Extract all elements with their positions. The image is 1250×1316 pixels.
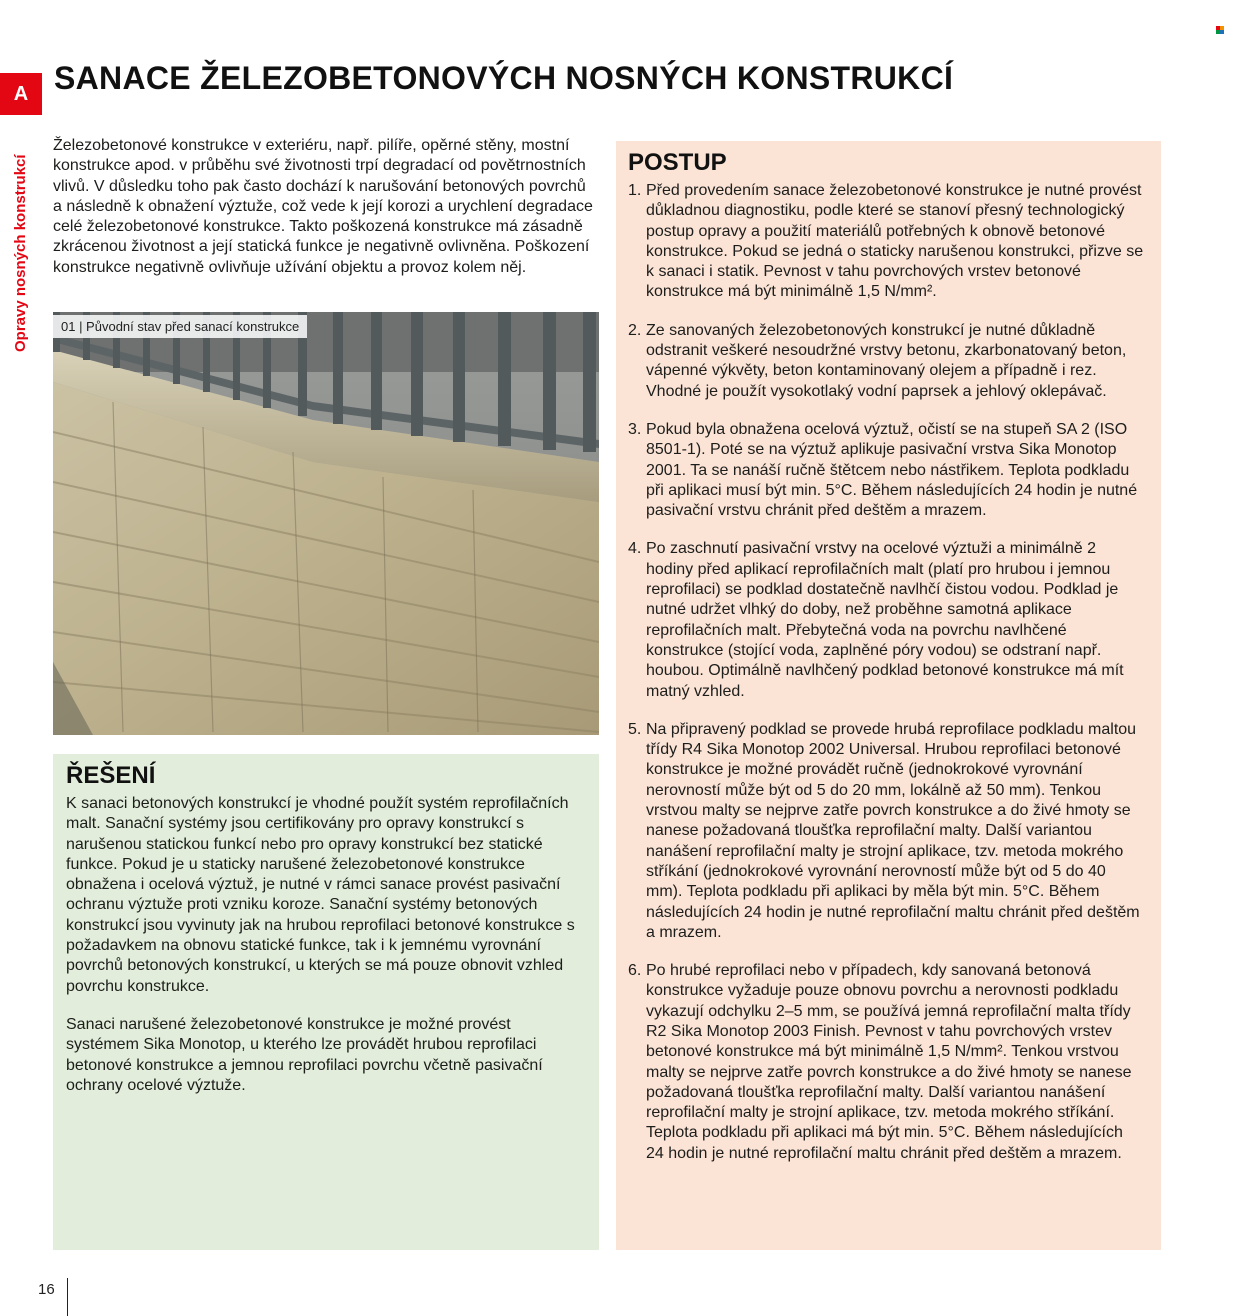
solution-heading: ŘEŠENÍ (66, 762, 156, 789)
step-text: Na připravený podklad se provede hrubá reprofilace podkladu maltou třídy R4 Sika Monotop 2002 Universal. Hrubou reprofilaci betonové konstrukce je možné provádět ručně (jednokrokové vyrovnání nerovností může být od 5 do 20 mm, lokálně až 50 mm). Tenkou vrstvou malty se nejprve zatře povrch konstrukce a do živé hmoty se nanese požadovaná tloušťka reprofilační malty. Další variantou nanášení reprofilační malty je strojní aplikace, tzv. metoda mokrého stříkání (jednokrokové vyrovnání nerovností může být od 5 do 40 mm). Teplota podkladu při aplikaci by měla být min. 5°C. Během následujících 24 hodin je nutné reprofilační maltu chránit před deštěm a mrazem. (646, 720, 1140, 941)
procedure-step (628, 539, 1145, 701)
step-text: Ze sanovaných železobetonových konstrukcí je nutné důkladně odstranit veškeré nesoudržné vrstvy betonu, zkarbonatovaný beton, vápenné výkvěty, beton kontaminovaný olejem a případně i rez. Vhodné je použít vysokotlaký vodní paprsek a jehlový oklepávač. (646, 321, 1127, 400)
step-number: 6. (628, 962, 642, 980)
step-number: 4. (628, 540, 642, 558)
step-number: 1. (628, 182, 642, 199)
step-text: Po hrubé reprofilaci nebo v případech, kdy sanovaná betonová konstrukce vyžaduje pouze obnovu povrchu a nerovnosti podkladu vykazují odchylku 2–5 mm, se používá jemná reprofilační malta třídy R2 Sika Monotop 2003 Finish. Pevnost v tahu povrchových vrstev betonové konstrukce má být minimálně 1,5 N/mm². Tenkou vrstvou malty se nejprve zatře povrch konstrukce a do živé hmoty se nanese požadovaná tloušťka reprofilační malty. Další variantou nanášení reprofilační malty je strojní aplikace, tzv. metoda mokrého stříkání. Teplota podkladu při aplikaci má být min. 5°C. Během následujících 24 hodin je nutné reprofilační maltu chránit před deštěm a mrazem. (646, 962, 1132, 1162)
step-text: Pokud byla obnažena ocelová výztuž, očistí se na stupeň SA 2 (ISO 8501-1). Poté se na výztuž aplikuje pasivační vrstva Sika Monotop 2001. Ta se nanáší ručně štětcem nebo nástřikem. Teplota podkladu při aplikaci musí být min. 5°C. Během následujících 24 hodin je nutné pasivační vrstvu chránit před deštěm a mrazem. (646, 420, 1138, 520)
solution-paragraph: K sanaci betonových konstrukcí je vhodné použít systém reprofilačních malt. Sanační systémy jsou certifikovány pro opravy konstrukcí s narušenou statickou funkcí nebo pro opravy konstrukcí bez statické funkce. Pokud je u staticky narušené železobetonové konstrukce obnažena i ocelová výztuž, je nutné v rámci sanace provést pasivační ochranu výztuže proti vzniku koroze. Sanační systémy betonových konstrukcí jsou vyvinuty jak na hrubou reprofilaci betonové konstrukce s požadavkem na obnovu statické funkce, tak i k jemnému vyrovnání povrchů betonových konstrukcí, u kterých se má pouze obnovit vzhled povrchu konstrukce. (66, 795, 575, 995)
step-number: 5. (628, 720, 642, 738)
procedure-step (628, 181, 1145, 303)
procedure-step (628, 321, 1145, 402)
intro-paragraph: Železobetonové konstrukce v exteriéru, např. pilíře, opěrné stěny, mostní konstrukce apod. v průběhu své životnosti trpí degradací od povětrnostních vlivů. V důsledku toho pak často dochází k narušování betonových povrchů a následně k obnažení výztuže, což vede k její korozi a urychlení degradace celé železobetonové konstrukce. Takto poškozená konstrukce má zásadně zkrácenou životnost a její statická funkce je negativně ovlivněna. Poškození konstrukce negativně ovlivňuje užívání objektu a provoz kolem něj. (53, 137, 593, 276)
step-text: Po zaschnutí pasivační vrstvy na ocelové výztuži a minimálně 2 hodiny před aplikací reprofilačních malt (platí pro hrubou i jemnou reprofilaci) se podklad dostatečně navlhčí čistou vodou. Podklad je nutné udržet vlhký do doby, než proběhne samotná aplikace reprofilačních malt. Přebytečná voda na povrchu navlhčené konstrukce (stojící voda, zaplněné póry vodou) se odstraní např. houbou. Optimálně navlhčený podklad betonové konstrukce má mít matný vzhled. (646, 540, 1124, 700)
solution-box (53, 754, 599, 1250)
step-number: 2. (628, 321, 642, 339)
page-number-divider (67, 1278, 68, 1316)
step-text: Před provedením sanace železobetonové konstrukce je nutné provést důkladnou diagnostiku, podle které se stanoví přesný technologický postup opravy a použití materiálů potřebných k obnově betonové konstrukce. Pokud se jedná o staticky narušenou konstrukci, přizve se k sanaci i statik. Pevnost v tahu povrchových vrstev betonové konstrukce má být minimálně 1,5 N/mm². (646, 182, 1144, 301)
side-section-label: Opravy nosných konstrukcí (12, 154, 29, 352)
procedure-step (628, 720, 1145, 943)
color-registration-mark (1216, 26, 1224, 34)
page-number: 16 (38, 1281, 55, 1298)
photo-caption: 01 | Původní stav před sanací konstrukce (53, 315, 307, 338)
page-title: SANACE ŽELEZOBETONOVÝCH NOSNÝCH KONSTRUKCÍ (54, 60, 954, 96)
concrete-wall-photo (53, 312, 599, 735)
solution-paragraph: Sanaci narušené železobetonové konstrukce je možné provést systémem Sika Monotop, u kterého lze provádět hrubou reprofilaci betonové konstrukce a jemnou reprofilaci povrchu včetně pasivační ochrany ocelové výztuže. (66, 1015, 543, 1094)
section-tab: A (0, 73, 42, 115)
procedure-step (628, 961, 1145, 1164)
procedure-heading: POSTUP (628, 149, 727, 176)
procedure-list (628, 181, 1145, 1164)
photo-illustration (53, 312, 599, 735)
procedure-step (628, 420, 1145, 521)
step-number: 3. (628, 420, 642, 438)
procedure-box (616, 141, 1161, 1250)
